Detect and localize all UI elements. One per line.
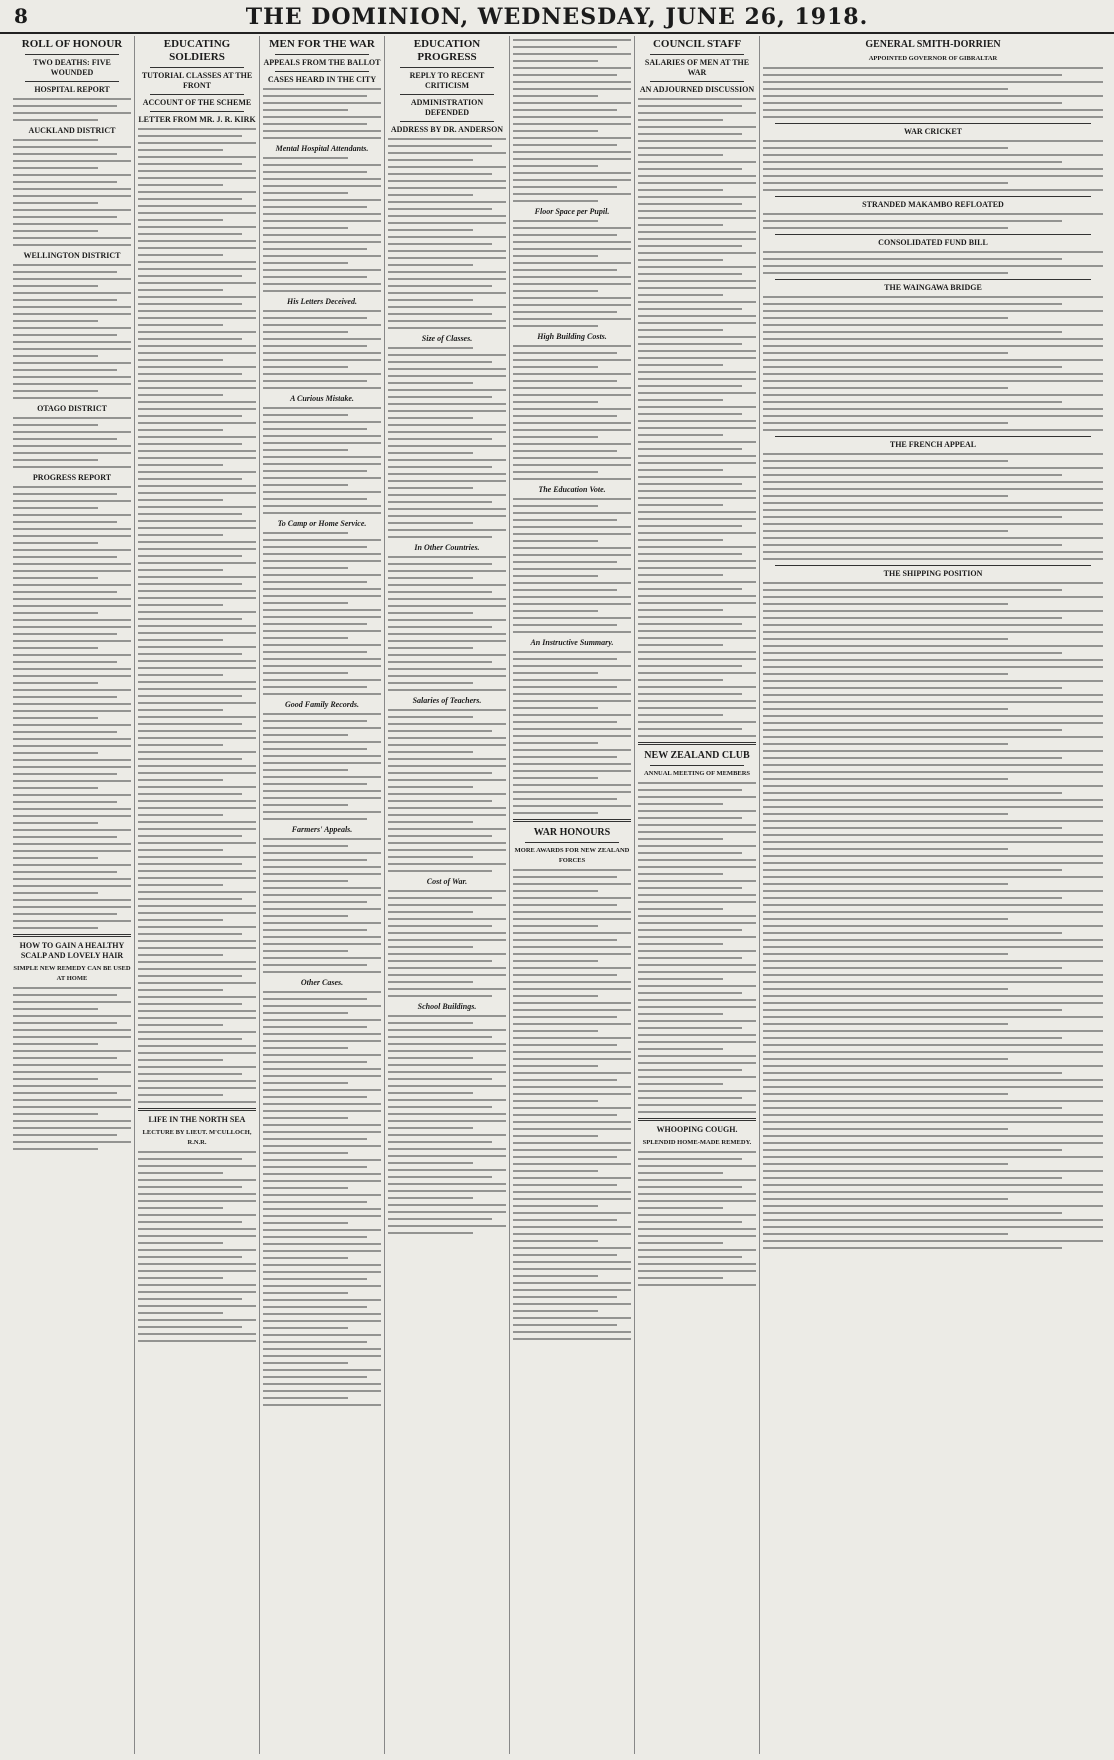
article-body: [763, 251, 1103, 274]
advert-body: [13, 987, 131, 1150]
advert-subheading: SPLENDID HOME-MADE REMEDY.: [642, 1139, 752, 1146]
section-heading: WELLINGTON DISTRICT: [23, 251, 121, 260]
article-body: [513, 651, 631, 814]
article-body: [763, 67, 1103, 118]
divider: [275, 54, 369, 55]
section-heading: Salaries of Teachers.: [412, 696, 482, 705]
article-body: [763, 582, 1103, 1249]
subheadline: SALARIES OF MEN AT THE WAR: [644, 58, 750, 77]
divider: [650, 54, 744, 55]
headline: GENERAL SMITH-DORRIEN: [865, 39, 1001, 50]
column-education-continued: [510, 36, 635, 1754]
divider: [400, 67, 494, 68]
section-heading: School Buildings.: [417, 1002, 477, 1011]
article-body: [388, 556, 506, 691]
subheadline: ADDRESS BY DR. ANDERSON: [390, 125, 504, 134]
subheadline: CASES HEARD IN THE CITY: [267, 75, 377, 84]
divider: [775, 279, 1091, 280]
advert-heading: HOW TO GAIN A HEALTHY SCALP AND LOVELY HAIR: [19, 941, 125, 960]
article-body: [138, 1151, 256, 1342]
section-heading: Mental Hospital Attendants.: [275, 144, 369, 153]
article-body: [763, 453, 1103, 560]
article-body: [513, 498, 631, 633]
divider: [25, 54, 119, 55]
section-heading: Floor Space per Pupil.: [534, 207, 610, 216]
subheadline: APPOINTED GOVERNOR OF GIBRALTAR: [868, 55, 998, 62]
section-heading: Size of Classes.: [421, 334, 473, 343]
subheadline: ACCOUNT OF THE SCHEME: [142, 98, 252, 107]
article-body: [763, 296, 1103, 431]
section-heading: A Curious Mistake.: [290, 394, 354, 403]
divider: [775, 196, 1091, 197]
article-body: [513, 869, 631, 1340]
divider: [275, 71, 369, 72]
divider: [25, 81, 119, 82]
article-body: [263, 407, 381, 514]
article-body: [263, 713, 381, 820]
article-body: [13, 486, 131, 929]
article-body: [388, 890, 506, 997]
divider: [650, 81, 744, 82]
column-general-news: [760, 36, 1106, 1754]
article-body: [763, 140, 1103, 191]
article-body: [638, 98, 756, 737]
divider: [400, 121, 494, 122]
article-body: [638, 782, 756, 1113]
advert-heading: WHOOPING COUGH.: [656, 1125, 738, 1134]
article-body: [263, 991, 381, 1406]
divider: [150, 94, 244, 95]
section-heading: OTAGO DISTRICT: [37, 404, 107, 413]
article-body: [388, 347, 506, 538]
news-item-heading: CONSOLIDATED FUND BILL: [878, 238, 988, 247]
headline: ROLL OF HONOUR: [21, 38, 123, 50]
columns: [10, 36, 1106, 1754]
subheadline: HOSPITAL REPORT: [34, 85, 110, 94]
column-men-for-the-war: [260, 36, 385, 1754]
divider: [400, 94, 494, 95]
column-council-staff: [635, 36, 760, 1754]
article-body: [263, 838, 381, 973]
headline: EDUCATION PROGRESS: [413, 38, 481, 63]
news-item-heading: THE SHIPPING POSITION: [883, 569, 983, 578]
divider: [513, 819, 631, 822]
divider: [775, 436, 1091, 437]
news-item-heading: THE WAINGAWA BRIDGE: [884, 283, 982, 292]
article-body: [13, 417, 131, 468]
divider: [13, 934, 131, 937]
divider: [638, 1118, 756, 1121]
section-subheading: ANNUAL MEETING OF MEMBERS: [643, 770, 751, 777]
section-heading: High Building Costs.: [537, 332, 607, 341]
section-heading: The Education Vote.: [538, 485, 606, 494]
column-roll-of-honour: [10, 36, 135, 1754]
subheadline: LETTER FROM MR. J. R. KIRK: [138, 115, 256, 124]
advert-body: [638, 1151, 756, 1286]
article-body: [388, 1015, 506, 1234]
headline: COUNCIL STAFF: [652, 38, 742, 50]
section-heading: Other Cases.: [300, 978, 344, 987]
article-body: [763, 213, 1103, 229]
section-heading: PROGRESS REPORT: [32, 473, 112, 482]
article-body: [13, 98, 131, 121]
section-headline: WAR HONOURS: [533, 827, 611, 838]
article-body: [13, 139, 131, 246]
section-heading: AUCKLAND DISTRICT: [28, 126, 116, 135]
article-body: [263, 88, 381, 139]
article-body: [388, 709, 506, 872]
subheadline: TUTORIAL CLASSES AT THE FRONT: [141, 71, 253, 90]
headline: MEN FOR THE WAR: [269, 38, 375, 50]
subheadline: TWO DEATHS: FIVE WOUNDED: [33, 58, 111, 77]
subheadline: APPEALS FROM THE BALLOT: [263, 58, 381, 67]
section-heading: LIFE IN THE NORTH SEA: [148, 1115, 246, 1124]
section-heading: An Instructive Summary.: [530, 638, 614, 647]
article-body: [13, 264, 131, 399]
divider: [638, 742, 756, 745]
article-body: [263, 157, 381, 292]
article-body: [388, 138, 506, 329]
divider: [775, 123, 1091, 124]
article-body: [513, 220, 631, 327]
column-education-progress: [385, 36, 510, 1754]
column-educating-soldiers: [135, 36, 260, 1754]
section-headline: NEW ZEALAND CLUB: [644, 750, 750, 761]
news-item-heading: STRANDED MAKAMBO REFLOATED: [862, 200, 1004, 209]
divider: [138, 1108, 256, 1111]
divider: [775, 565, 1091, 566]
advert-subheading: SIMPLE NEW REMEDY CAN BE USED AT HOME: [13, 965, 131, 982]
subheadline: AN ADJOURNED DISCUSSION: [639, 85, 755, 94]
headline: EDUCATING SOLDIERS: [163, 38, 231, 63]
article-body: [138, 128, 256, 1103]
news-item-heading: WAR CRICKET: [903, 127, 962, 136]
article-body: [513, 345, 631, 480]
newspaper-title: THE DOMINION, WEDNESDAY, JUNE 26, 1918.: [245, 4, 869, 30]
section-subheading: MORE AWARDS FOR NEW ZEALAND FORCES: [514, 847, 630, 864]
section-heading: To Camp or Home Service.: [277, 519, 367, 528]
article-body: [263, 532, 381, 695]
divider: [150, 111, 244, 112]
article-body: [263, 310, 381, 389]
section-heading: Cost of War.: [426, 877, 468, 886]
page-number: 8: [14, 4, 28, 28]
divider: [150, 67, 244, 68]
section-heading: His Letters Deceived.: [287, 297, 357, 306]
masthead: [0, 0, 1114, 34]
subheadline: REPLY TO RECENT CRITICISM: [409, 71, 485, 90]
subheadline: ADMINISTRATION DEFENDED: [410, 98, 484, 117]
section-subheading: LECTURE BY LIEUT. M'CULLOCH, R.N.R.: [142, 1129, 252, 1146]
section-heading: In Other Countries.: [414, 543, 480, 552]
divider: [525, 842, 619, 843]
article-body: [513, 39, 631, 202]
divider: [650, 765, 744, 766]
divider: [775, 234, 1091, 235]
section-heading: Good Family Records.: [285, 700, 359, 709]
section-heading: Farmers' Appeals.: [291, 825, 353, 834]
news-item-heading: THE FRENCH APPEAL: [889, 440, 977, 449]
